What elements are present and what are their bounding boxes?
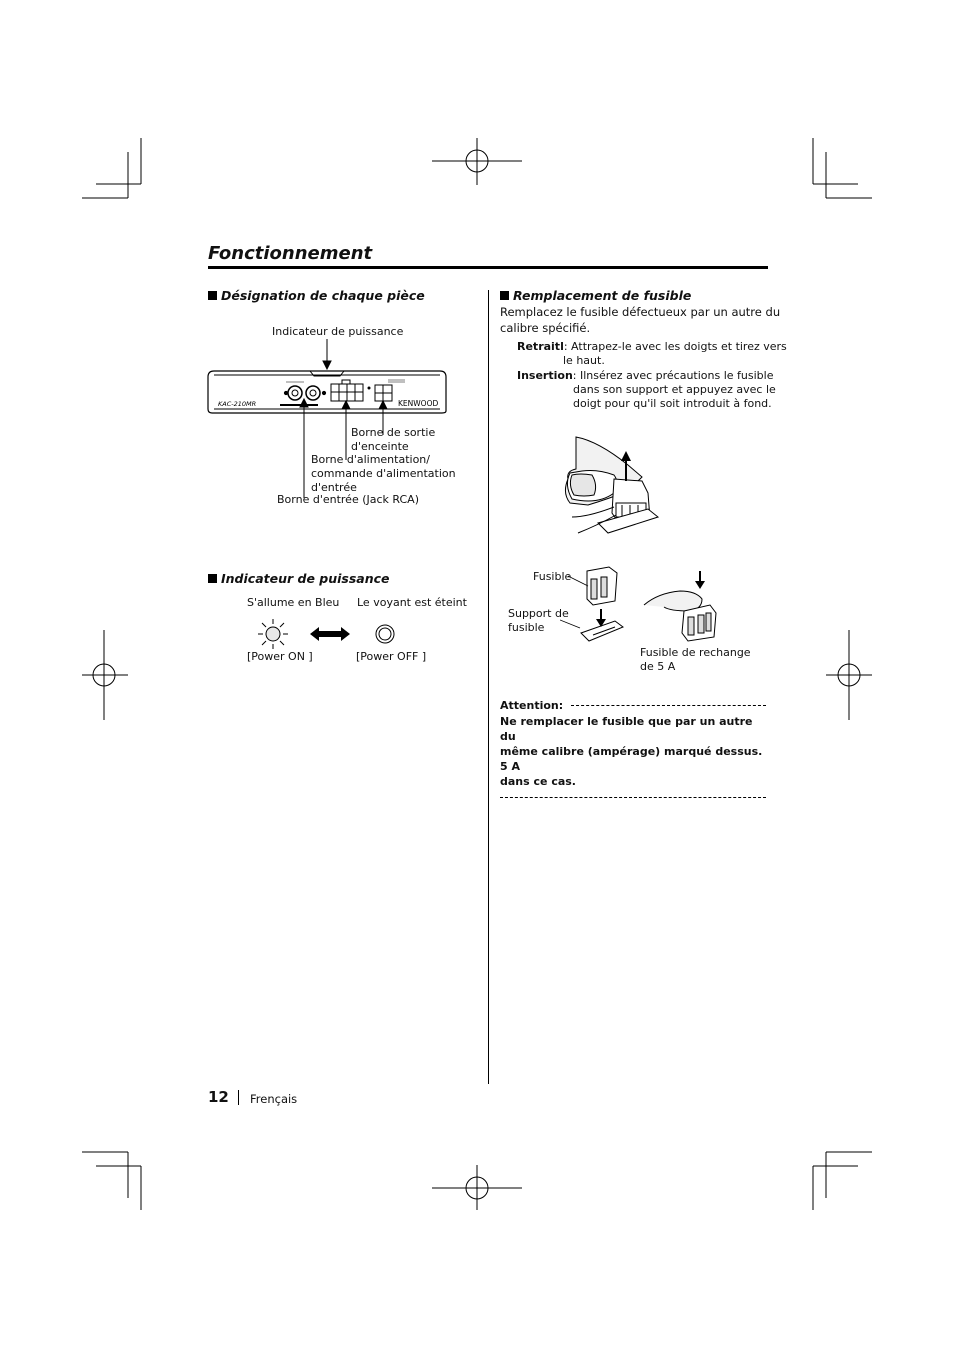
attention-note bbox=[500, 698, 766, 798]
indicator-on-label: [Power ON ] bbox=[247, 650, 313, 663]
insertion-line3: doigt pour qu'il soit introduit à fond. bbox=[573, 397, 772, 410]
label-leader-lines bbox=[560, 570, 590, 640]
indicator-heading-text: Indicateur de puissance bbox=[221, 571, 390, 586]
spare-fuse-illustration bbox=[640, 565, 730, 645]
page-title: Fonctionnement bbox=[208, 243, 373, 264]
page-number: 12 bbox=[208, 1088, 229, 1106]
label-power-line2: commande d'alimentation bbox=[311, 467, 456, 480]
title-rule bbox=[208, 266, 768, 269]
attention-dash-rule bbox=[571, 705, 766, 706]
label-spare-line2: de 5 A bbox=[640, 660, 676, 673]
attention-line2: même calibre (ampérage) marqué dessus. 5 A bbox=[500, 745, 763, 773]
label-holder-line2: fusible bbox=[508, 621, 545, 634]
fuse-intro-line1: Remplacez le fusible défectueux par un autre du bbox=[500, 305, 781, 319]
device-brand-text: KENWOOD bbox=[398, 399, 439, 408]
fuse-intro-line2: calibre spécifié. bbox=[500, 321, 591, 335]
label-spare-fuse bbox=[640, 646, 751, 674]
device-model-text: KAC-210MR bbox=[218, 400, 257, 408]
fuse-heading bbox=[500, 288, 691, 303]
page-number-separator bbox=[238, 1090, 239, 1105]
double-arrow-icon bbox=[310, 627, 350, 641]
attention-label: Attention: bbox=[500, 699, 564, 712]
removal-line2: le haut. bbox=[563, 354, 605, 367]
indicator-on-caption: S'allume en Bleu bbox=[247, 596, 340, 609]
removal-instruction bbox=[517, 340, 787, 368]
arrow-down-icon bbox=[695, 571, 705, 589]
page-language: Frençais bbox=[250, 1092, 298, 1106]
fuse-heading-text: Remplacement de fusible bbox=[513, 288, 692, 303]
light-off-icon bbox=[376, 625, 394, 643]
attention-bottom-rule bbox=[500, 797, 766, 798]
fuse-removal-illustration bbox=[558, 433, 668, 543]
column-divider bbox=[488, 290, 489, 1084]
insertion-line1: : Ilnsérez avec précautions le fusible bbox=[572, 369, 774, 382]
label-holder-line1: Support de bbox=[508, 607, 569, 620]
designation-heading-text: Désignation de chaque pièce bbox=[221, 288, 425, 303]
indicator-off-caption: Le voyant est éteint bbox=[357, 596, 467, 609]
insertion-line2: dans son support et appuyez avec le bbox=[573, 383, 776, 396]
label-fuse: Fusible bbox=[533, 570, 572, 583]
label-power-line3: d'entrée bbox=[311, 481, 357, 494]
label-speaker-line1: Borne de sortie bbox=[351, 426, 436, 439]
attention-line1: Ne remplacer le fusible que par un autre du bbox=[500, 715, 753, 743]
fuse-intro bbox=[500, 304, 780, 336]
insertion-instruction bbox=[517, 369, 776, 411]
label-speaker-output bbox=[351, 426, 435, 454]
label-rca-input: Borne d'entrée (Jack RCA) bbox=[277, 493, 419, 506]
indicator-diagram bbox=[255, 617, 405, 651]
label-speaker-line2: d'enceinte bbox=[351, 440, 409, 453]
removal-line1: : Attrapez-le avec les doigts et tirez vers bbox=[563, 340, 787, 353]
designation-heading bbox=[208, 288, 425, 303]
indicator-off-label: [Power OFF ] bbox=[356, 650, 427, 663]
indicator-heading bbox=[208, 571, 390, 586]
insertion-term: Insertion bbox=[517, 369, 573, 382]
label-power-line1: Borne d'alimentation/ bbox=[311, 453, 430, 466]
square-bullet-icon bbox=[208, 574, 217, 583]
label-power-terminal bbox=[311, 453, 456, 495]
square-bullet-icon bbox=[500, 291, 509, 300]
removal-term: Retraitl bbox=[517, 340, 564, 353]
label-spare-line1: Fusible de rechange bbox=[640, 646, 751, 659]
square-bullet-icon bbox=[208, 291, 217, 300]
label-power-indicator: Indicateur de puissance bbox=[272, 325, 404, 338]
light-on-icon bbox=[258, 619, 288, 649]
attention-line3: dans ce cas. bbox=[500, 775, 576, 788]
